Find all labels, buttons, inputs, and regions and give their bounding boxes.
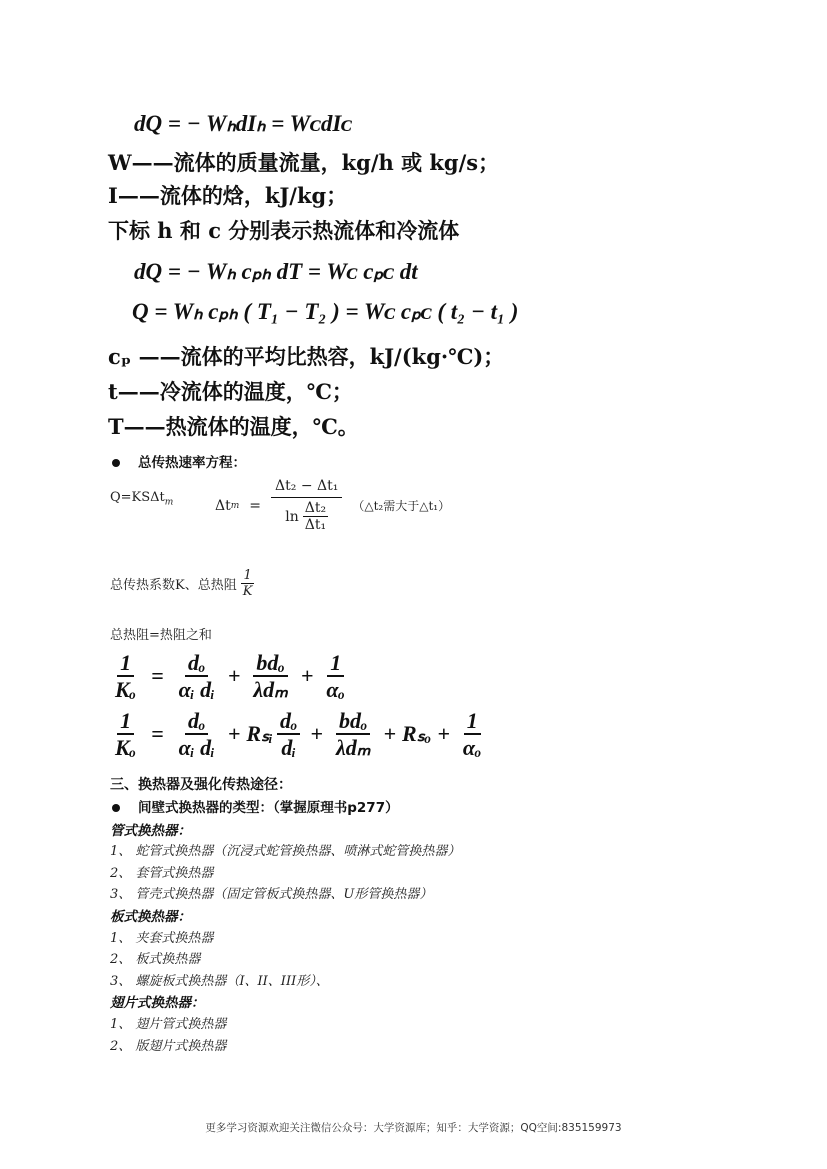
f1-term3-num: 1	[327, 650, 344, 677]
log-mean-fraction	[271, 478, 342, 533]
coefficient-text: 总传热系数K、总热阻	[110, 578, 237, 593]
log-mean-note: （△t₂需大于△t₁）	[352, 499, 451, 513]
f1-term3	[323, 650, 348, 703]
equation-q-total: Q = Wₕ cₚₕ ( T₁ − T₂ ) = Wᴄ cₚᴄ ( t₂ − t₁ )	[132, 299, 519, 324]
f1-term2	[250, 650, 290, 703]
scanned-formula-block	[108, 95, 519, 440]
group1-item-1: 1、 蛇管式换热器（沉浸式蛇管换热器、喷淋式蛇管换热器）	[110, 844, 461, 859]
f2-term3-den: λdₘ	[335, 735, 371, 761]
f1-term1	[176, 650, 218, 703]
f2-lhs-den: Kₒ	[115, 735, 137, 761]
section3-bullet-text: 间壁式换热器的类型：（掌握原理书p277）	[138, 800, 399, 816]
f2-fouling-inner: Rₛᵢ	[246, 721, 273, 747]
log-mean-equals: =	[249, 497, 262, 514]
q-equation	[110, 490, 173, 508]
bullet-icon	[112, 459, 120, 467]
f2-term2	[277, 708, 300, 761]
f1-term1-num: dₒ	[185, 650, 208, 677]
f1-term3-den: αₒ	[326, 677, 346, 703]
q-equation-sub: m	[164, 497, 174, 508]
section3-bullet	[112, 796, 399, 816]
formula-resistance-2: $\frac{1}{\text{Kₒ}}$ = $\frac{\text{dₒ}}{\text{αᵢ dᵢ}}$ + Rₛᵢ $\frac{\text{dₒ}}{\text{dᵢ}}$ + $\frac{\text{bdₒ}}{\text{λdₘ}}$ + Rₛₒ + $\frac{1}{\text{αₒ}}$	[108, 708, 489, 761]
bullet-icon	[112, 804, 120, 812]
rate-heading-text: 总传热速率方程：	[138, 455, 246, 471]
group3-item-2: 2、 版翅片式换热器	[110, 1039, 227, 1054]
group1-title: 管式换热器：	[110, 823, 191, 839]
inverse-k-fraction	[241, 568, 255, 599]
f2-lhs	[112, 708, 139, 761]
f1-term2-den: λdₘ	[253, 677, 288, 703]
f2-lhs-num: 1	[117, 708, 134, 735]
inverse-k-den: K	[242, 584, 253, 599]
ln-denominator: Δt₁	[304, 517, 327, 533]
equation-dq-heat-capacity: dQ = − Wₕ cₚₕ dT = Wᴄ cₚᴄ dt	[134, 259, 418, 284]
f1-lhs-num: 1	[117, 650, 134, 677]
f2-term4	[460, 708, 485, 761]
equation-dq-enthalpy: dQ = − WₕdIₕ = WᴄdIᴄ	[134, 111, 352, 136]
f1-lhs-den: Kₒ	[115, 677, 137, 703]
f1-lhs	[112, 650, 139, 703]
f2-term2-den: dᵢ	[281, 735, 297, 761]
f2-term1-den: αᵢ dᵢ	[178, 735, 215, 761]
f2-term2-num: dₒ	[277, 708, 300, 735]
group1-item-2: 2、 套管式换热器	[110, 866, 214, 881]
ln-fraction	[303, 500, 328, 533]
coefficient-line	[110, 568, 254, 599]
f2-fouling-outer: Rₛₒ	[402, 721, 432, 747]
f1-term1-den: αᵢ dᵢ	[178, 677, 215, 703]
f2-term1-num: dₒ	[185, 708, 208, 735]
f1-term2-num: bdₒ	[253, 650, 287, 677]
inverse-k-num: 1	[241, 568, 255, 584]
log-mean-equation	[215, 478, 450, 533]
f2-term3-num: bdₒ	[336, 708, 370, 735]
definition-w: W——流体的质量流量，kg/h 或 kg/s；	[108, 150, 500, 175]
group3-item-1: 1、 翅片管式换热器	[110, 1017, 227, 1032]
log-mean-lhs: Δt	[215, 497, 231, 514]
formula-resistance-1: $\frac{1}{\text{Kₒ}}$ = $\frac{\text{dₒ}}{\text{αᵢ dᵢ}}$ + $\frac{\text{bdₒ}}{\text{λdₘ}}$ + $\frac{1}{\text{αₒ}}$	[108, 650, 352, 703]
f2-term3	[333, 708, 373, 761]
group2-title: 板式换热器：	[110, 909, 191, 925]
log-mean-numerator: Δt₂ − Δt₁	[271, 478, 342, 498]
rate-heading	[112, 451, 246, 471]
definition-i: I——流体的焓，kJ/kg；	[108, 183, 348, 208]
section3-title: 三、换热器及强化传热途径：	[110, 777, 292, 793]
definition-t-cold: t——冷流体的温度，℃；	[108, 379, 353, 404]
ln-numerator: Δt₂	[304, 500, 327, 516]
log-mean-lhs-sub: m	[230, 500, 240, 511]
f2-term4-den: αₒ	[462, 735, 482, 761]
definition-t-hot: T——热流体的温度，℃。	[108, 414, 359, 439]
definition-subscripts: 下标 h 和 c 分别表示热流体和冷流体	[108, 218, 460, 243]
resistance-sum-line: 总热阻=热阻之和	[110, 628, 212, 643]
page-footer: 更多学习资源欢迎关注微信公众号：大学资源库；知乎：大学资源；QQ空间:835159973	[205, 1122, 622, 1134]
f2-term1	[176, 708, 218, 761]
log-mean-denominator	[271, 498, 342, 533]
ln-label: ln	[285, 508, 299, 525]
group1-item-3: 3、 管壳式换热器（固定管板式换热器、U形管换热器）	[110, 887, 433, 902]
group2-item-2: 2、 板式换热器	[110, 952, 201, 967]
group2-item-1: 1、 夹套式换热器	[110, 931, 214, 946]
q-equation-text: Q=KSΔt	[110, 490, 165, 505]
group2-item-3: 3、 螺旋板式换热器（I、II、III形）、	[110, 974, 329, 989]
definition-cp: cₚ ——流体的平均比热容，kJ/(kg·℃)；	[108, 344, 505, 369]
group3-title: 翅片式换热器：	[110, 995, 205, 1011]
f2-term4-num: 1	[464, 708, 481, 735]
